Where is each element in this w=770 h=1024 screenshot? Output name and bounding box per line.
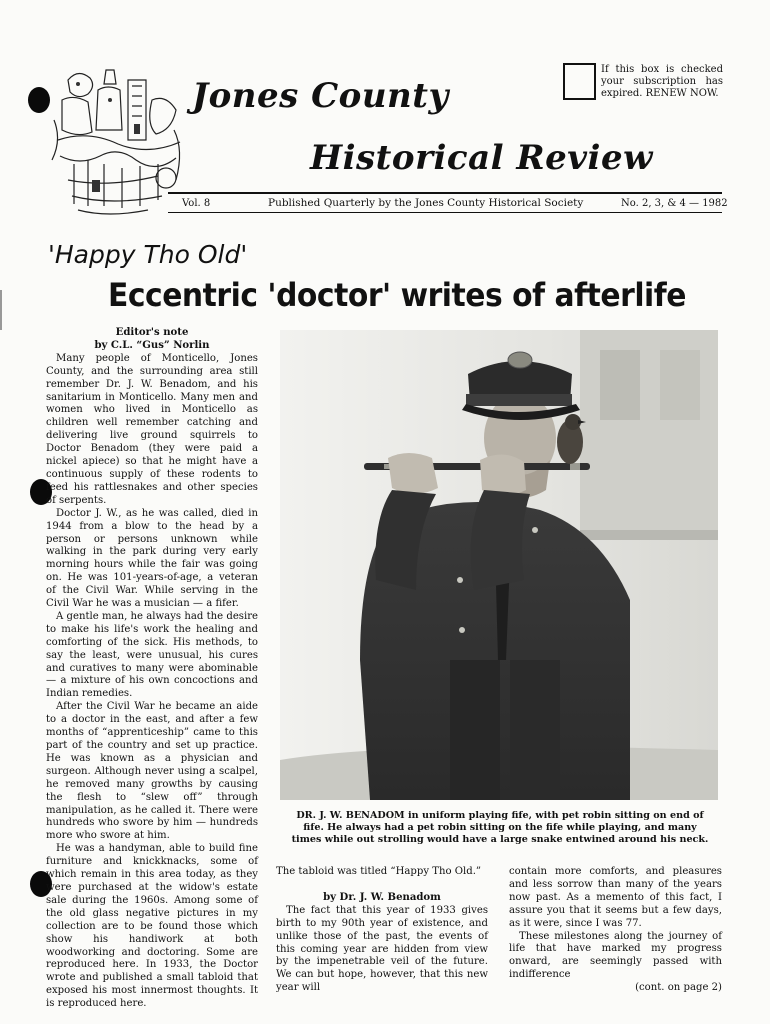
subscription-notice: If this box is checked your subscription has expired. RENEW NOW.: [601, 64, 723, 99]
volume-label: Vol. 8: [182, 198, 211, 209]
left-paragraph: A gentle man, he always had the desire to make his life's work the healing and comforting of the sick. His methods, to say the least, were unusual, his cures and curatives to many were abominable — a mixture of his own concoctions and Indian remedies.: [46, 610, 258, 700]
historical-society-logo-illustration: [48, 60, 188, 222]
tabloid-paragraph: These milestones along the journey of life that have marked my progress onward, are seemingly passed with indifference: [509, 930, 722, 981]
article-headline: Eccentric 'doctor' writes of afterlife: [108, 276, 686, 314]
editors-note-label: Editor's note: [115, 327, 189, 338]
tabloid-byline: by Dr. J. W. Benadom: [323, 891, 441, 903]
issue-number: No. 2, 3, & 4 — 1982: [621, 198, 728, 209]
publisher-line: Published Quarterly by the Jones County Historical Society: [268, 197, 584, 209]
punch-hole-top: [28, 87, 50, 113]
photo-caption: DR. J. W. BENADOM in uniform playing fife, with pet robin sitting on end of fife. He always had a pet robin sitting on the fife while playing, and many times while out strolling would have a large snake entwined around his neck.: [291, 810, 709, 845]
left-column: [46, 327, 258, 1011]
article-kicker: 'Happy Tho Old': [48, 240, 248, 269]
left-paragraph: After the Civil War he became an aide to a doctor in the east, and after a few months of “apprenticeship” came to this part of the country and set up practice. He was known as a physician and surgeon. Although never using a scalpel, he removed many growths by causing the flesh to “slew off” through manipulation, as he called it. There were hundreds who swore by him — hundreds more who swore at him.: [46, 701, 258, 842]
tabloid-intro: The tabloid was titled “Happy Tho Old.”: [276, 866, 482, 877]
right-column: [509, 866, 722, 995]
masthead-rule-top: [168, 192, 722, 194]
middle-column: [276, 866, 488, 995]
editors-byline: by C.L. “Gus” Norlin: [94, 339, 210, 351]
tabloid-paragraph-continued: contain more comforts, and pleasures and less sorrow than many of the years now past. As a memento of this fact, I assure you that it seems but a few days, as it were, since I was 77.: [509, 866, 722, 929]
masthead-rule-bottom: [168, 212, 722, 213]
tabloid-paragraph: The fact that this year of 1933 gives birth to my 90th year of existence, and unlike those of the past, the events of this coming year are hidden from view by the impenetrable veil of the future. We can but hope, however, that this new year will: [276, 904, 488, 994]
doctor-fife-photograph: [280, 330, 718, 800]
masthead-title-line2: Historical Review: [310, 138, 653, 178]
subscription-checkbox: [563, 63, 596, 100]
masthead-title-line1: Jones County: [192, 76, 449, 116]
left-paragraph: Many people of Monticello, Jones County, and the surrounding area still remember Dr. J. W. Benadom, and his sanitarium in Monticello. Many men and women who lived in Monticello as children well remember catching and delivering live ground squirrels to Doctor Benadom (they were paid a nickel apiece) so that he might have a continuous supply of these rodents to feed his rattlesnakes and other species of serpents.: [46, 352, 258, 506]
page-edge-mark: [0, 290, 2, 330]
left-paragraph: Doctor J. W., as he was called, died in 1944 from a blow to the head by a person or persons unknown while walking in the park during very early morning hours while the fair was going on. He was 101-years-of-age, a veteran of the Civil War. While serving in the Civil War he was a musician — a fifer.: [46, 507, 258, 610]
left-paragraph: He was a handyman, able to build fine furniture and knickknacks, some of which remain in this area today, as they were purchased at the widow's estate sale during the 1960s. Among some of the old glass negative pictures in my collection are to be found those which show his handiwork at both woodworking and doctoring. Some are reproduced here. In 1933, the Doctor wrote and published a small tabloid that exposed his most innermost thoughts. It is reproduced here.: [46, 843, 258, 1010]
continued-on-page-link[interactable]: (cont. on page 2): [635, 982, 722, 994]
